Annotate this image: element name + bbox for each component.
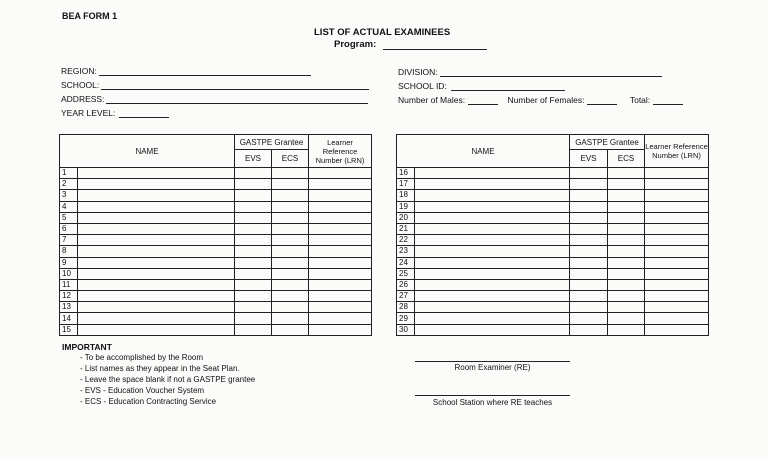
row-number: 10 [60,268,78,279]
table-row [397,179,709,190]
evs-cell[interactable] [570,257,608,268]
evs-cell[interactable] [570,324,608,335]
counts-field [398,95,683,105]
division-label: DIVISION: [398,67,438,77]
name-cell[interactable] [415,279,570,290]
ecs-cell[interactable] [272,223,309,234]
table-row [397,168,709,179]
row-number: 14 [60,313,78,324]
examinee-table-right [396,134,709,336]
name-cell[interactable] [78,302,235,313]
evs-cell[interactable] [570,302,608,313]
name-cell[interactable] [415,324,570,335]
row-number: 26 [397,279,415,290]
lrn-cell[interactable] [645,291,709,302]
evs-cell[interactable] [570,179,608,190]
ecs-cell[interactable] [608,257,645,268]
evs-cell[interactable] [570,268,608,279]
name-cell[interactable] [415,201,570,212]
ecs-cell[interactable] [272,324,309,335]
important-item: - Leave the space blank if not a GASTPE grantee [80,375,256,384]
year-level-label: YEAR LEVEL: [61,108,116,118]
ecs-cell[interactable] [608,324,645,335]
lrn-cell[interactable] [309,190,372,201]
row-number: 13 [60,302,78,313]
row-number: 3 [60,190,78,201]
lrn-cell[interactable] [645,268,709,279]
name-cell[interactable] [415,268,570,279]
row-number: 6 [60,223,78,234]
row-number: 28 [397,302,415,313]
table-row [60,190,372,201]
name-cell[interactable] [78,268,235,279]
name-cell[interactable] [415,190,570,201]
important-item: - EVS - Education Voucher System [80,386,205,395]
lrn-cell[interactable] [309,179,372,190]
evs-header: EVS [235,150,272,168]
table-row [397,291,709,302]
lrn-header: Learner Reference Number (LRN) [309,135,372,168]
name-cell[interactable] [78,246,235,257]
ecs-cell[interactable] [272,179,309,190]
ecs-header: ECS [272,150,309,168]
row-number: 23 [397,246,415,257]
evs-cell[interactable] [570,223,608,234]
females-label: Number of Females: [507,95,585,105]
table-row [60,302,372,313]
lrn-cell[interactable] [309,212,372,223]
lrn-cell[interactable] [309,201,372,212]
evs-cell[interactable] [570,190,608,201]
table-row [60,223,372,234]
important-item: - ECS - Education Contracting Service [80,397,217,406]
row-number: 18 [397,190,415,201]
ecs-cell[interactable] [272,279,309,290]
region-field [61,66,311,76]
name-cell[interactable] [415,302,570,313]
ecs-cell[interactable] [272,235,309,246]
lrn-cell[interactable] [309,223,372,234]
ecs-cell[interactable] [272,201,309,212]
ecs-header: ECS [608,150,645,168]
ecs-cell[interactable] [272,190,309,201]
evs-header: EVS [570,150,608,168]
address-field [61,94,368,104]
table-row [397,279,709,290]
ecs-cell[interactable] [272,212,309,223]
form-id: BEA FORM 1 [62,11,118,21]
evs-cell[interactable] [235,212,272,223]
table-row [60,246,372,257]
table-row [60,279,372,290]
row-number: 8 [60,246,78,257]
name-cell[interactable] [415,223,570,234]
table-row [397,235,709,246]
lrn-cell[interactable] [645,313,709,324]
ecs-cell[interactable] [272,257,309,268]
row-number: 5 [60,212,78,223]
school-label: SCHOOL: [61,80,100,90]
row-number: 29 [397,313,415,324]
program-field [334,39,487,50]
form-title: LIST OF ACTUAL EXAMINEES [314,27,451,38]
name-cell[interactable] [78,190,235,201]
ecs-cell[interactable] [272,268,309,279]
lrn-cell[interactable] [645,223,709,234]
lrn-cell[interactable] [645,302,709,313]
evs-cell[interactable] [570,291,608,302]
name-cell[interactable] [78,179,235,190]
males-label: Number of Males: [398,95,466,105]
lrn-cell[interactable] [309,268,372,279]
division-field [398,67,662,77]
table-row [60,257,372,268]
room-examiner-label: Room Examiner (RE) [454,363,531,372]
table-row [60,235,372,246]
row-number: 25 [397,268,415,279]
name-cell[interactable] [415,313,570,324]
row-number: 11 [60,279,78,290]
table-row [60,212,372,223]
evs-cell[interactable] [570,313,608,324]
lrn-header: Learner Reference Number (LRN) [645,135,709,168]
row-number: 21 [397,223,415,234]
name-cell[interactable] [415,257,570,268]
total-input-line[interactable] [653,95,683,105]
row-number: 2 [60,179,78,190]
evs-cell[interactable] [235,313,272,324]
ecs-cell[interactable] [608,168,645,179]
table-row [397,257,709,268]
ecs-cell[interactable] [272,291,309,302]
row-number: 20 [397,212,415,223]
name-cell[interactable] [415,168,570,179]
evs-cell[interactable] [570,279,608,290]
evs-cell[interactable] [570,212,608,223]
program-label: Program: [334,39,377,50]
ecs-cell[interactable] [608,291,645,302]
name-cell[interactable] [78,201,235,212]
lrn-cell[interactable] [645,168,709,179]
year-level-field [61,108,169,118]
school-id-label: SCHOOL ID: [398,81,447,91]
lrn-cell[interactable] [645,179,709,190]
table-row [397,201,709,212]
name-cell[interactable] [78,223,235,234]
table-row [397,223,709,234]
lrn-cell[interactable] [645,279,709,290]
name-header: NAME [397,135,570,168]
room-examiner-signature-line[interactable] [415,361,570,362]
lrn-cell[interactable] [309,257,372,268]
row-number: 7 [60,235,78,246]
row-number: 24 [397,257,415,268]
lrn-cell[interactable] [309,235,372,246]
evs-cell[interactable] [570,235,608,246]
lrn-cell[interactable] [309,168,372,179]
table-row [60,291,372,302]
ecs-cell[interactable] [608,212,645,223]
name-cell[interactable] [415,179,570,190]
table-row [397,313,709,324]
evs-cell[interactable] [570,246,608,257]
ecs-cell[interactable] [608,246,645,257]
program-input-line[interactable] [383,40,487,50]
address-input-line[interactable] [106,94,368,104]
row-number: 22 [397,235,415,246]
lrn-cell[interactable] [309,291,372,302]
school-id-field [398,81,565,91]
school-input-line[interactable] [101,80,369,90]
row-number: 17 [397,179,415,190]
gastpe-header: GASTPE Grantee [235,135,309,150]
school-id-input-line[interactable] [451,81,565,91]
lrn-cell[interactable] [645,212,709,223]
name-cell[interactable] [78,324,235,335]
row-number: 16 [397,168,415,179]
table-row [60,268,372,279]
evs-cell[interactable] [235,324,272,335]
lrn-cell[interactable] [645,190,709,201]
ecs-cell[interactable] [272,313,309,324]
total-label: Total: [629,95,651,105]
ecs-cell[interactable] [608,179,645,190]
region-label: REGION: [61,66,97,76]
evs-cell[interactable] [235,279,272,290]
name-cell[interactable] [78,313,235,324]
males-input-line[interactable] [468,95,498,105]
name-header: NAME [60,135,235,168]
name-cell[interactable] [415,212,570,223]
ecs-cell[interactable] [272,168,309,179]
name-cell[interactable] [78,168,235,179]
examinee-table-left [59,134,372,336]
evs-cell[interactable] [235,179,272,190]
evs-cell[interactable] [570,201,608,212]
evs-cell[interactable] [235,268,272,279]
region-input-line[interactable] [99,66,311,76]
table-row [397,302,709,313]
name-cell[interactable] [78,279,235,290]
table-row [60,179,372,190]
division-input-line[interactable] [440,67,662,77]
ecs-cell[interactable] [608,190,645,201]
evs-cell[interactable] [235,190,272,201]
row-number: 9 [60,257,78,268]
name-cell[interactable] [78,235,235,246]
table-row [60,168,372,179]
table-row [397,212,709,223]
name-cell[interactable] [78,291,235,302]
row-number: 27 [397,291,415,302]
school-station-label: School Station where RE teaches [432,398,553,407]
name-cell[interactable] [415,246,570,257]
lrn-cell[interactable] [309,302,372,313]
school-station-signature-line[interactable] [415,395,570,396]
ecs-cell[interactable] [608,302,645,313]
ecs-cell[interactable] [608,313,645,324]
lrn-cell[interactable] [309,324,372,335]
ecs-cell[interactable] [272,246,309,257]
lrn-cell[interactable] [309,279,372,290]
evs-cell[interactable] [235,302,272,313]
important-title: IMPORTANT [62,342,112,352]
year-level-input-line[interactable] [119,108,169,118]
address-label: ADDRESS: [61,94,105,104]
table-row [397,324,709,335]
row-number: 15 [60,324,78,335]
name-cell[interactable] [415,235,570,246]
row-number: 19 [397,201,415,212]
important-item: - List names as they appear in the Seat Plan. [80,364,240,373]
ecs-cell[interactable] [608,279,645,290]
table-row [60,324,372,335]
name-cell[interactable] [78,212,235,223]
evs-cell[interactable] [235,235,272,246]
row-number: 1 [60,168,78,179]
ecs-cell[interactable] [608,201,645,212]
ecs-cell[interactable] [608,268,645,279]
evs-cell[interactable] [235,168,272,179]
evs-cell[interactable] [235,246,272,257]
school-field [61,80,369,90]
evs-cell[interactable] [235,291,272,302]
lrn-cell[interactable] [645,324,709,335]
table-row [60,313,372,324]
table-row [397,246,709,257]
important-item: - To be accomplished by the Room [80,353,204,362]
ecs-cell[interactable] [608,223,645,234]
females-input-line[interactable] [587,95,617,105]
evs-cell[interactable] [235,257,272,268]
ecs-cell[interactable] [272,302,309,313]
ecs-cell[interactable] [608,235,645,246]
evs-cell[interactable] [235,201,272,212]
gastpe-header: GASTPE Grantee [570,135,645,150]
table-row [60,201,372,212]
name-cell[interactable] [415,291,570,302]
row-number: 12 [60,291,78,302]
evs-cell[interactable] [235,223,272,234]
row-number: 30 [397,324,415,335]
lrn-cell[interactable] [645,246,709,257]
table-row [397,268,709,279]
lrn-cell[interactable] [309,313,372,324]
lrn-cell[interactable] [309,246,372,257]
lrn-cell[interactable] [645,201,709,212]
lrn-cell[interactable] [645,235,709,246]
name-cell[interactable] [78,257,235,268]
lrn-cell[interactable] [645,257,709,268]
evs-cell[interactable] [570,168,608,179]
table-row [397,190,709,201]
row-number: 4 [60,201,78,212]
